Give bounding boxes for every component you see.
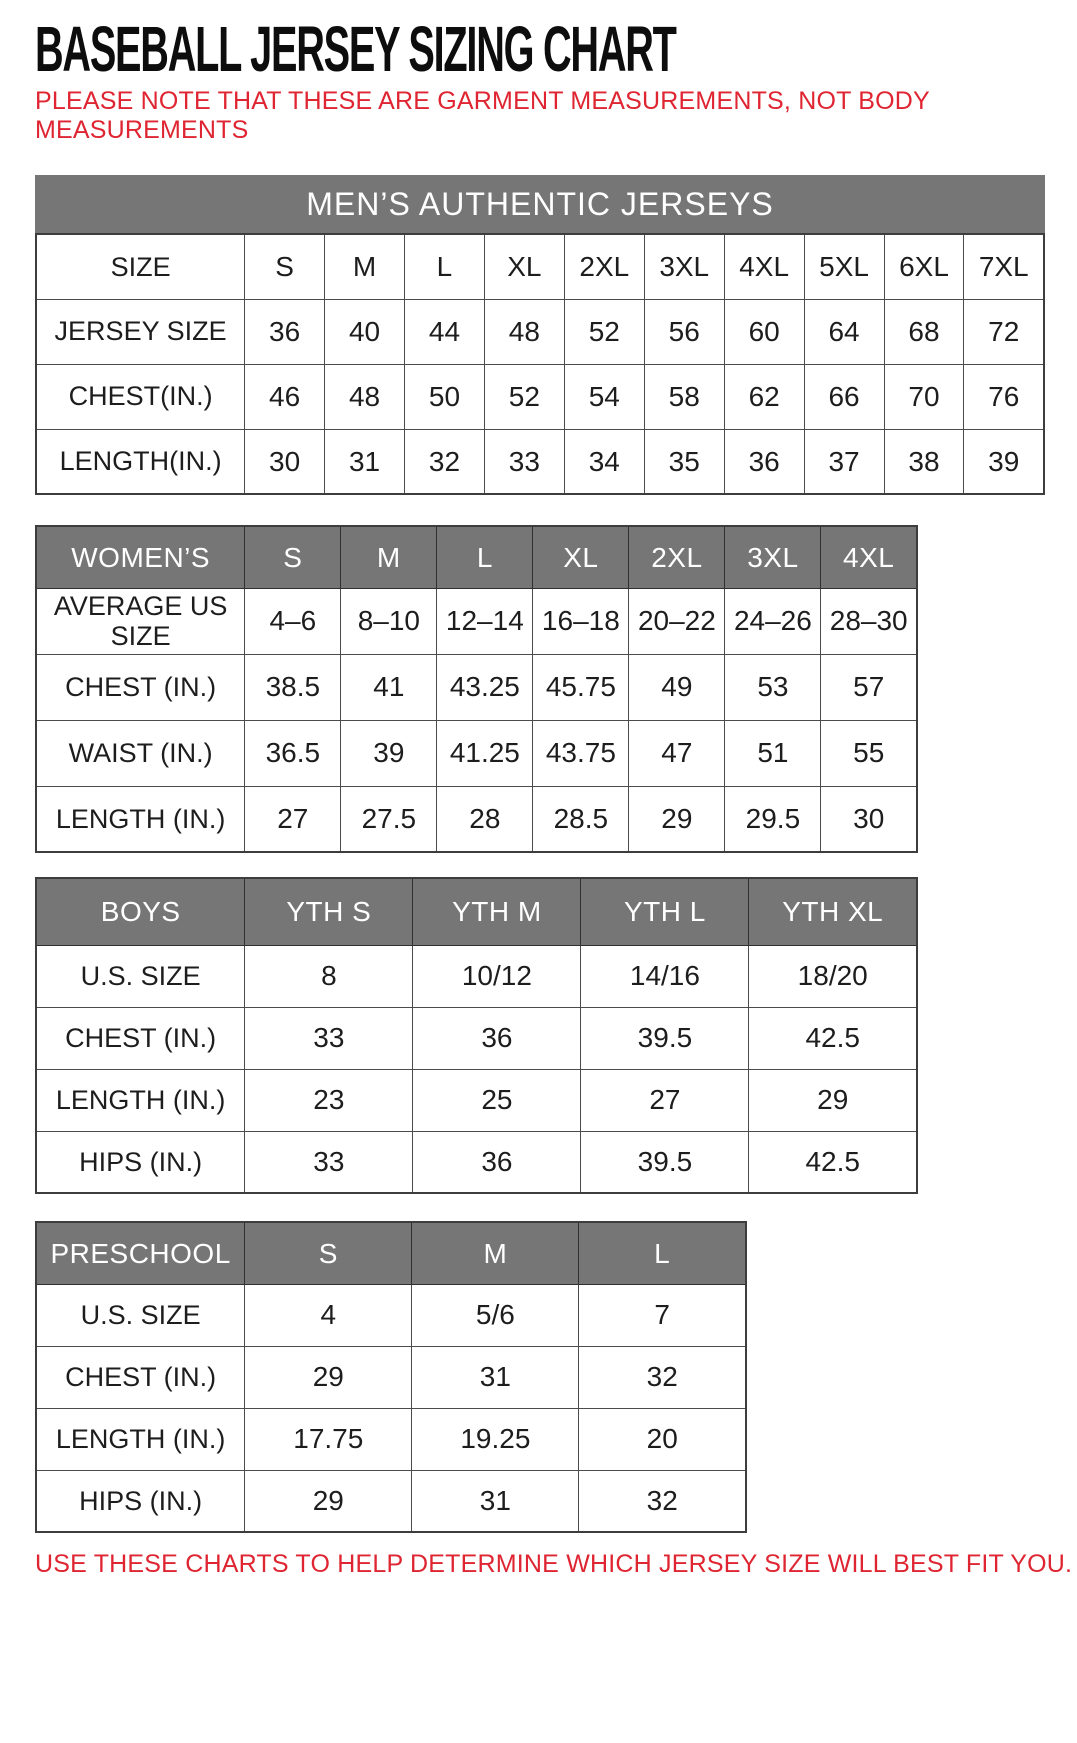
boys-measurement-cell: 42.5 bbox=[749, 1007, 917, 1069]
mens-row-label: SIZE bbox=[36, 234, 245, 299]
womens-size-column-header: 2XL bbox=[629, 526, 725, 588]
preschool-size-column-header: L bbox=[579, 1222, 746, 1284]
boys-measurement-cell: 29 bbox=[749, 1069, 917, 1131]
mens-measurement-cell: 70 bbox=[884, 364, 964, 429]
womens-measurement-cell: 27.5 bbox=[341, 786, 437, 852]
womens-measurement-cell: 55 bbox=[821, 720, 917, 786]
preschool-measurement-cell: 5/6 bbox=[412, 1284, 579, 1346]
preschool-table-row bbox=[36, 1284, 746, 1346]
boys-table-row bbox=[36, 1007, 917, 1069]
preschool-measurement-cell: 31 bbox=[412, 1346, 579, 1408]
mens-measurement-cell: L bbox=[405, 234, 485, 299]
womens-measurement-cell: 30 bbox=[821, 786, 917, 852]
mens-measurement-cell: S bbox=[245, 234, 325, 299]
preschool-measurement-cell: 17.75 bbox=[245, 1408, 412, 1470]
boys-row-label: CHEST (IN.) bbox=[36, 1007, 245, 1069]
womens-measurement-cell: 41 bbox=[341, 654, 437, 720]
boys-table-row bbox=[36, 945, 917, 1007]
boys-table-row bbox=[36, 1069, 917, 1131]
womens-measurement-cell: 38.5 bbox=[245, 654, 341, 720]
womens-measurement-cell: 28.5 bbox=[533, 786, 629, 852]
mens-measurement-cell: 62 bbox=[724, 364, 804, 429]
preschool-sizing-table bbox=[35, 1221, 747, 1533]
boys-measurement-cell: 33 bbox=[245, 1007, 413, 1069]
womens-measurement-cell: 29.5 bbox=[725, 786, 821, 852]
mens-measurement-cell: 4XL bbox=[724, 234, 804, 299]
preschool-size-column-header: M bbox=[412, 1222, 579, 1284]
mens-row-label: JERSEY SIZE bbox=[36, 299, 245, 364]
womens-measurement-cell: 27 bbox=[245, 786, 341, 852]
preschool-measurement-cell: 29 bbox=[245, 1346, 412, 1408]
preschool-row-label: U.S. SIZE bbox=[36, 1284, 245, 1346]
mens-row-label: LENGTH(IN.) bbox=[36, 429, 245, 494]
mens-measurement-cell: 40 bbox=[325, 299, 405, 364]
boys-measurement-cell: 33 bbox=[245, 1131, 413, 1193]
mens-measurement-cell: 54 bbox=[564, 364, 644, 429]
mens-measurement-cell: 7XL bbox=[964, 234, 1044, 299]
boys-header-row bbox=[36, 878, 917, 945]
womens-measurement-cell: 47 bbox=[629, 720, 725, 786]
boys-row-label: U.S. SIZE bbox=[36, 945, 245, 1007]
boys-measurement-cell: 14/16 bbox=[581, 945, 749, 1007]
mens-measurement-cell: 66 bbox=[804, 364, 884, 429]
womens-measurement-cell: 20–22 bbox=[629, 588, 725, 654]
womens-sizing-table bbox=[35, 525, 918, 853]
boys-size-column-header: YTH L bbox=[581, 878, 749, 945]
mens-measurement-cell: 72 bbox=[964, 299, 1044, 364]
mens-table-row bbox=[36, 364, 1044, 429]
boys-measurement-cell: 36 bbox=[413, 1007, 581, 1069]
womens-table-row bbox=[36, 786, 917, 852]
boys-measurement-cell: 8 bbox=[245, 945, 413, 1007]
womens-measurement-cell: 36.5 bbox=[245, 720, 341, 786]
boys-row-label: HIPS (IN.) bbox=[36, 1131, 245, 1193]
womens-header-label: WOMEN’S bbox=[36, 526, 245, 588]
womens-measurement-cell: 57 bbox=[821, 654, 917, 720]
mens-measurement-cell: 3XL bbox=[644, 234, 724, 299]
preschool-table-row bbox=[36, 1408, 746, 1470]
mens-measurement-cell: 52 bbox=[484, 364, 564, 429]
mens-measurement-cell: 68 bbox=[884, 299, 964, 364]
boys-measurement-cell: 36 bbox=[413, 1131, 581, 1193]
preschool-table-row bbox=[36, 1346, 746, 1408]
mens-measurement-cell: 36 bbox=[245, 299, 325, 364]
boys-sizing-table bbox=[35, 877, 918, 1194]
mens-measurement-cell: 5XL bbox=[804, 234, 884, 299]
mens-measurement-cell: 46 bbox=[245, 364, 325, 429]
mens-measurement-cell: 33 bbox=[484, 429, 564, 494]
boys-size-column-header: YTH XL bbox=[749, 878, 917, 945]
mens-measurement-cell: 44 bbox=[405, 299, 485, 364]
boys-measurement-cell: 25 bbox=[413, 1069, 581, 1131]
boys-table-row bbox=[36, 1131, 917, 1193]
mens-measurement-cell: 32 bbox=[405, 429, 485, 494]
measurement-note: PLEASE NOTE THAT THESE ARE GARMENT MEASUREMENTS, NOT BODY MEASUREMENTS bbox=[35, 87, 930, 144]
boys-measurement-cell: 18/20 bbox=[749, 945, 917, 1007]
womens-measurement-cell: 41.25 bbox=[437, 720, 533, 786]
boys-size-column-header: YTH M bbox=[413, 878, 581, 945]
womens-size-column-header: L bbox=[437, 526, 533, 588]
womens-size-column-header: 4XL bbox=[821, 526, 917, 588]
womens-measurement-cell: 8–10 bbox=[341, 588, 437, 654]
mens-measurement-cell: 6XL bbox=[884, 234, 964, 299]
mens-sizing-table bbox=[35, 233, 1045, 495]
boys-measurement-cell: 10/12 bbox=[413, 945, 581, 1007]
preschool-measurement-cell: 29 bbox=[245, 1470, 412, 1532]
preschool-measurement-cell: 31 bbox=[412, 1470, 579, 1532]
boys-measurement-cell: 39.5 bbox=[581, 1007, 749, 1069]
boys-measurement-cell: 23 bbox=[245, 1069, 413, 1131]
boys-measurement-cell: 27 bbox=[581, 1069, 749, 1131]
mens-measurement-cell: XL bbox=[484, 234, 564, 299]
mens-measurement-cell: 37 bbox=[804, 429, 884, 494]
mens-row-label: CHEST(IN.) bbox=[36, 364, 245, 429]
page-title bbox=[35, 13, 1077, 85]
womens-measurement-cell: 39 bbox=[341, 720, 437, 786]
footer-note: USE THESE CHARTS TO HELP DETERMINE WHICH JERSEY SIZE WILL BEST FIT YOU. bbox=[35, 1550, 1073, 1578]
preschool-table-row bbox=[36, 1470, 746, 1532]
boys-row-label: LENGTH (IN.) bbox=[36, 1069, 245, 1131]
preschool-measurement-cell: 20 bbox=[579, 1408, 746, 1470]
womens-header-row bbox=[36, 526, 917, 588]
womens-table-row bbox=[36, 720, 917, 786]
mens-measurement-cell: 36 bbox=[724, 429, 804, 494]
preschool-row-label: LENGTH (IN.) bbox=[36, 1408, 245, 1470]
mens-measurement-cell: 2XL bbox=[564, 234, 644, 299]
preschool-row-label: HIPS (IN.) bbox=[36, 1470, 245, 1532]
womens-measurement-cell: 24–26 bbox=[725, 588, 821, 654]
womens-size-column-header: 3XL bbox=[725, 526, 821, 588]
preschool-measurement-cell: 7 bbox=[579, 1284, 746, 1346]
mens-table-row bbox=[36, 234, 1044, 299]
mens-measurement-cell: 50 bbox=[405, 364, 485, 429]
preschool-header-label: PRESCHOOL bbox=[36, 1222, 245, 1284]
preschool-row-label: CHEST (IN.) bbox=[36, 1346, 245, 1408]
mens-table-row bbox=[36, 299, 1044, 364]
womens-row-label: LENGTH (IN.) bbox=[36, 786, 245, 852]
mens-measurement-cell: 60 bbox=[724, 299, 804, 364]
womens-measurement-cell: 28 bbox=[437, 786, 533, 852]
womens-measurement-cell: 28–30 bbox=[821, 588, 917, 654]
womens-measurement-cell: 51 bbox=[725, 720, 821, 786]
mens-measurement-cell: 39 bbox=[964, 429, 1044, 494]
page-title-text: BASEBALL JERSEY SIZING CHART bbox=[35, 13, 676, 85]
womens-measurement-cell: 43.75 bbox=[533, 720, 629, 786]
preschool-size-column-header: S bbox=[245, 1222, 412, 1284]
mens-measurement-cell: 52 bbox=[564, 299, 644, 364]
preschool-header-row bbox=[36, 1222, 746, 1284]
boys-header-label: BOYS bbox=[36, 878, 245, 945]
womens-measurement-cell: 53 bbox=[725, 654, 821, 720]
mens-measurement-cell: 56 bbox=[644, 299, 724, 364]
womens-measurement-cell: 4–6 bbox=[245, 588, 341, 654]
mens-measurement-cell: 31 bbox=[325, 429, 405, 494]
womens-measurement-cell: 12–14 bbox=[437, 588, 533, 654]
mens-measurement-cell: 30 bbox=[245, 429, 325, 494]
mens-table-row bbox=[36, 429, 1044, 494]
womens-row-label: AVERAGE US SIZE bbox=[36, 588, 245, 654]
mens-measurement-cell: 58 bbox=[644, 364, 724, 429]
mens-banner: MEN’S AUTHENTIC JERSEYS bbox=[35, 175, 1045, 233]
mens-measurement-cell: 38 bbox=[884, 429, 964, 494]
womens-size-column-header: XL bbox=[533, 526, 629, 588]
womens-row-label: CHEST (IN.) bbox=[36, 654, 245, 720]
mens-measurement-cell: 64 bbox=[804, 299, 884, 364]
womens-table-row bbox=[36, 588, 917, 654]
mens-measurement-cell: 48 bbox=[484, 299, 564, 364]
mens-measurement-cell: 35 bbox=[644, 429, 724, 494]
mens-section bbox=[35, 175, 1077, 495]
womens-measurement-cell: 45.75 bbox=[533, 654, 629, 720]
mens-measurement-cell: 76 bbox=[964, 364, 1044, 429]
mens-measurement-cell: 34 bbox=[564, 429, 644, 494]
womens-measurement-cell: 49 bbox=[629, 654, 725, 720]
boys-measurement-cell: 42.5 bbox=[749, 1131, 917, 1193]
womens-size-column-header: S bbox=[245, 526, 341, 588]
womens-row-label: WAIST (IN.) bbox=[36, 720, 245, 786]
preschool-measurement-cell: 4 bbox=[245, 1284, 412, 1346]
womens-measurement-cell: 43.25 bbox=[437, 654, 533, 720]
womens-measurement-cell: 29 bbox=[629, 786, 725, 852]
boys-measurement-cell: 39.5 bbox=[581, 1131, 749, 1193]
preschool-measurement-cell: 32 bbox=[579, 1470, 746, 1532]
preschool-measurement-cell: 32 bbox=[579, 1346, 746, 1408]
preschool-measurement-cell: 19.25 bbox=[412, 1408, 579, 1470]
womens-size-column-header: M bbox=[341, 526, 437, 588]
mens-measurement-cell: 48 bbox=[325, 364, 405, 429]
womens-measurement-cell: 16–18 bbox=[533, 588, 629, 654]
womens-table-row bbox=[36, 654, 917, 720]
boys-size-column-header: YTH S bbox=[245, 878, 413, 945]
mens-measurement-cell: M bbox=[325, 234, 405, 299]
